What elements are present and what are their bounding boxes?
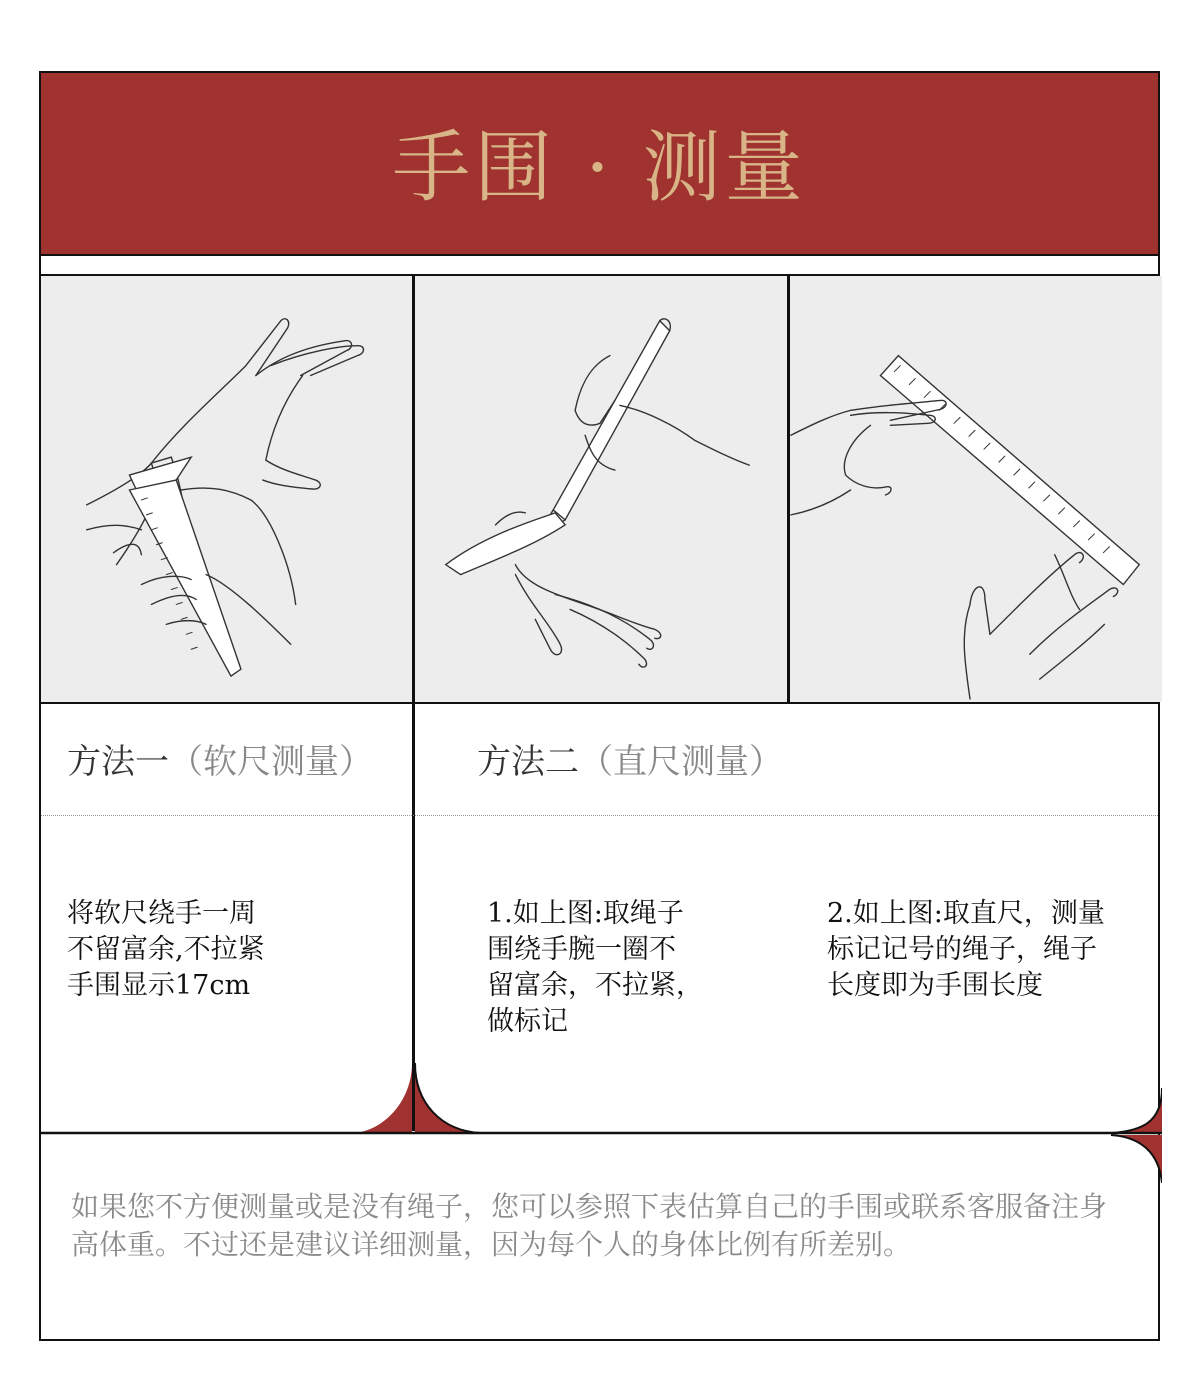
method-one-heading bbox=[67, 742, 373, 782]
decorative-curves bbox=[41, 1063, 1162, 1183]
decorative-curve-left bbox=[351, 1063, 412, 1133]
method-two-subtitle: （直尺测量） bbox=[579, 742, 783, 782]
illustration-soft-tape bbox=[41, 276, 413, 702]
illustration-row bbox=[41, 274, 1158, 704]
measurement-note: 如果您不方便测量或是没有绳子，您可以参照下表估算自己的手围或联系客服备注身高体重。不过还是建议详细测量，因为每个人的身体比例有所差别。 bbox=[71, 1190, 1108, 1261]
method-two-step-1: 1.如上图:取绳子 围绕手腕一圈不 留富余，不拉紧， 做标记 bbox=[487, 898, 703, 1037]
method-one-subtitle: （软尺测量） bbox=[169, 742, 373, 782]
dotted-separator bbox=[41, 815, 1158, 816]
illustration-paper-strip bbox=[415, 276, 788, 702]
decorative-curve-right-top bbox=[1111, 1088, 1162, 1133]
illustration-ruler bbox=[790, 276, 1162, 702]
method-one-description: 将软尺绕手一周 不留富余,不拉紧 手围显示17cm bbox=[67, 898, 265, 1001]
measurement-card bbox=[39, 71, 1160, 1341]
page-title: 手围 · 测量 bbox=[392, 123, 807, 213]
method-two-title: 方法二 bbox=[477, 742, 579, 782]
method-two-step-2: 2.如上图:取直尺，测量 标记记号的绳子，绳子 长度即为手围长度 bbox=[827, 898, 1105, 1001]
method-two-heading bbox=[477, 742, 783, 782]
header-banner bbox=[41, 73, 1158, 256]
decorative-curve-middle bbox=[415, 1063, 481, 1133]
method-one-title: 方法一 bbox=[67, 742, 169, 782]
